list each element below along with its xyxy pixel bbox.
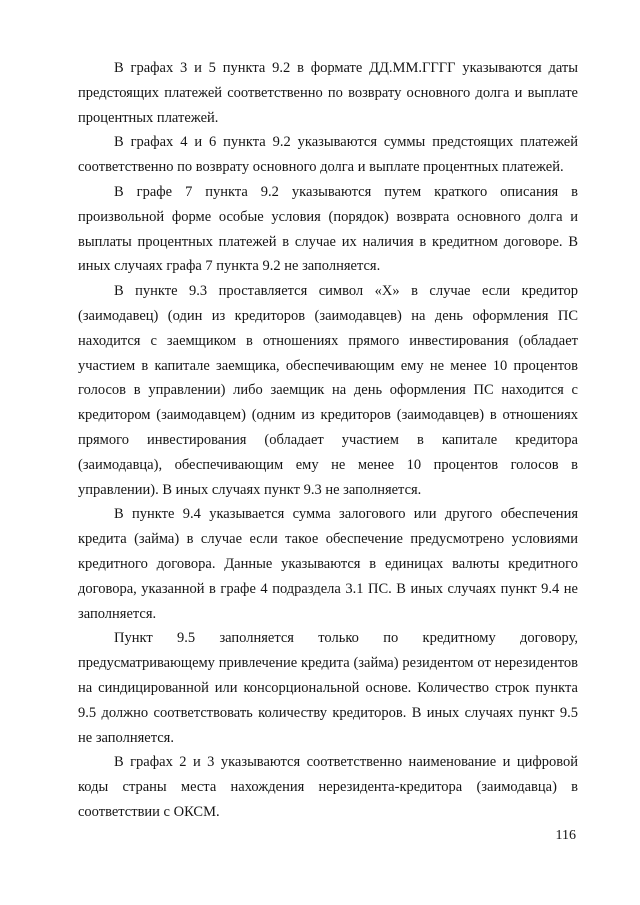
paragraph: В пункте 9.4 указывается сумма залогового или другого обеспечения кредита (займа) в случае если такое обеспечение предусмотрено условиями кредитного договора. Данные указываются в единицах валюты кредитного договора, указанной в графе 4 подраздела 3.1 ПС. В иных случаях пункт 9.4 не заполняется. — [78, 506, 578, 622]
paragraph: В графах 4 и 6 пункта 9.2 указываются суммы предстоящих платежей соответственно по возврату основного долга и выплате процентных платежей. — [78, 134, 578, 176]
paragraph: В графах 3 и 5 пункта 9.2 в формате ДД.ММ.ГГГГ указываются даты предстоящих платежей соответственно по возврату основного долга и выплате процентных платежей. — [78, 60, 578, 126]
paragraph: В графах 2 и 3 указываются соответственно наименование и цифровой коды страны места нахождения нерезидента-кредитора (заимодавца) в соответствии с ОКСМ. — [78, 754, 578, 820]
paragraph: В пункте 9.3 проставляется символ «X» в случае если кредитор (заимодавец) (один из кредиторов (заимодавцев) на день оформления ПС находится с заемщиком в отношениях прямого инвестирования (обладает участием в капитале заемщика, обеспечивающим ему не менее 10 процентов голосов в управлении) либо заемщик на день оформления ПС находится с кредитором (заимодавцем) (одним из кредиторов (заимодавцев) в отношениях прямого инвестирования (обладает участием в капитале кредитора (заимодавца), обеспечивающим ему не менее 10 процентов голосов в управлении). В иных случаях пункт 9.3 не заполняется. — [78, 283, 578, 498]
paragraph: В графе 7 пункта 9.2 указываются путем краткого описания в произвольной форме особые условия (порядок) возврата основного долга и выплаты процентных платежей в случае их наличия в кредитном договоре. В иных случаях графа 7 пункта 9.2 не заполняется. — [78, 183, 578, 275]
page-number: 116 — [555, 828, 576, 843]
document-body — [78, 56, 578, 825]
paragraph: Пункт 9.5 заполняется только по кредитному договору, предусматривающему привлечение кредита (займа) резидентом от нерезидентов на синдицированной или консорциональной основе. Количество строк пункта 9.5 должно соответствовать количеству кредиторов. В иных случаях пункт 9.5 не заполняется. — [78, 630, 578, 746]
